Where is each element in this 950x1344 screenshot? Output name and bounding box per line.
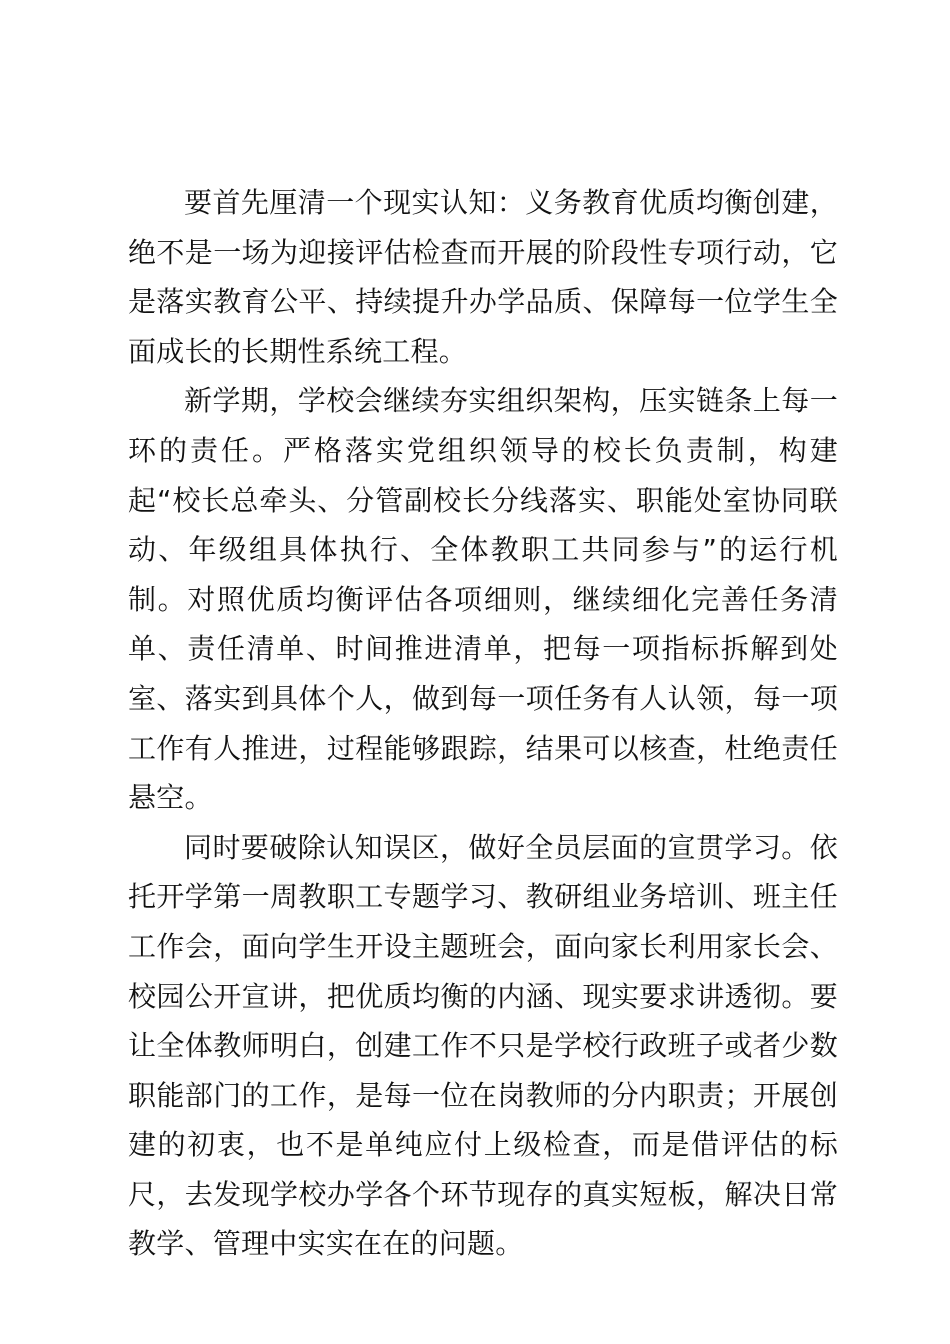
paragraph-3: 同时要破除认知误区，做好全员层面的宣贯学习。依托开学第一周教职工专题学习、教研组业务培训、班主任工作会，面向学生开设主题班会，面向家长利用家长会、校园公开宣讲，把优质均衡的内涵、现实要求讲透彻。要让全体教师明白，创建工作不只是学校行政班子或者少数职能部门的工作，是每一位在岗教师的分内职责；开展创建的初衷，也不是单纯应付上级检查，而是借评估的标尺，去发现学校办学各个环节现存的真实短板，解决日常教学、管理中实实在在的问题。 [128,830,838,1261]
document-body [128,178,838,1269]
paragraph-1: 要首先厘清一个现实认知：义务教育优质均衡创建，绝不是一场为迎接评估检查而开展的阶段性专项行动，它是落实教育公平、持续提升办学品质、保障每一位学生全面成长的长期性系统工程。 [128,186,838,368]
paragraph-2: 新学期，学校会继续夯实组织架构，压实链条上每一环的责任。严格落实党组织领导的校长负责制，构建起“校长总牵头、分管副校长分线落实、职能处室协同联动、年级组具体执行、全体教职工共同参与”的运行机制。对照优质均衡评估各项细则，继续细化完善任务清单、责任清单、时间推进清单，把每一项指标拆解到处室、落实到具体个人，做到每一项任务有人认领，每一项工作有人推进，过程能够跟踪，结果可以核查，杜绝责任悬空。 [128,384,838,815]
